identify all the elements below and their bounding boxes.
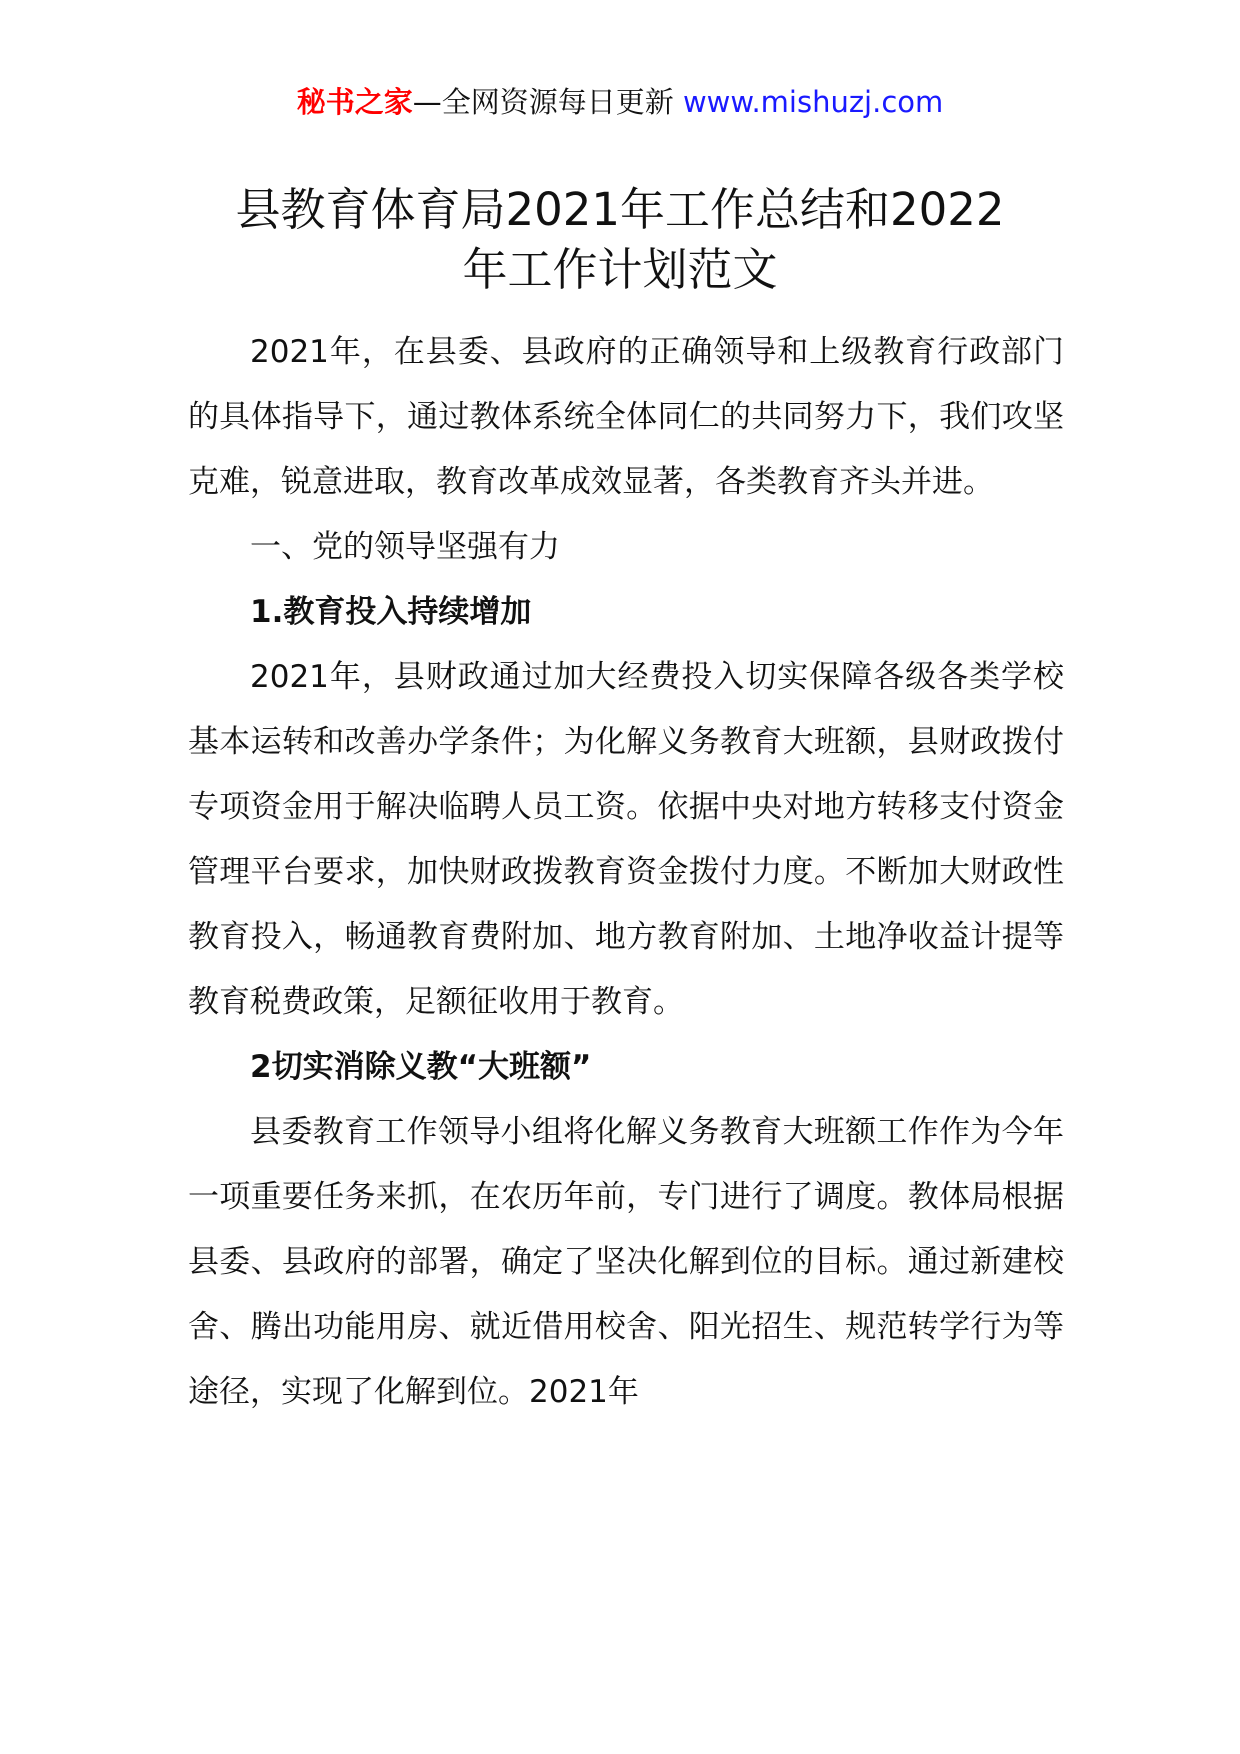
document-title [140, 180, 1100, 300]
document-title-line-1: 县教育体育局2021年工作总结和2022 [235, 183, 1005, 236]
body-paragraph-1: 2021年，县财政通过加大经费投入切实保障各级各类学校基本运转和改善办学条件；为化解义务教育大班额，县财政拨付专项资金用于解决临聘人员工资。依据中央对地方转移支付资金管理平台要求，加快财政拨教育资金拨付力度。不断加大财政性教育投入，畅通教育费附加、地方教育附加、土地净收益计提等教育税费政策，足额征收用于教育。 [188, 659, 1064, 1020]
section-heading: 一、党的领导坚强有力 [250, 529, 560, 565]
subsection-heading-1: 1.教育投入持续增加 [250, 594, 532, 630]
document-title-line-2: 年工作计划范文 [462, 243, 778, 296]
subsection-heading-2: 2切实消除义教“大班额” [250, 1049, 592, 1085]
site-tagline: —全网资源每日更新 [412, 85, 683, 119]
document-body [188, 320, 1064, 1425]
site-brand: 秘书之家 [296, 85, 413, 119]
site-url-link[interactable]: www.mishuzj.com [682, 85, 944, 119]
body-paragraph-2: 县委教育工作领导小组将化解义务教育大班额工作作为今年一项重要任务来抓，在农历年前，专门进行了调度。教体局根据县委、县政府的部署，确定了坚决化解到位的目标。通过新建校舍、腾出功能用房、就近借用校舍、阳光招生、规范转学行为等途径，实现了化解到位。2021年 [188, 1114, 1064, 1410]
site-header [0, 84, 1240, 120]
intro-paragraph: 2021年，在县委、县政府的正确领导和上级教育行政部门的具体指导下，通过教体系统全体同仁的共同努力下，我们攻坚克难，锐意进取，教育改革成效显著，各类教育齐头并进。 [188, 334, 1064, 500]
